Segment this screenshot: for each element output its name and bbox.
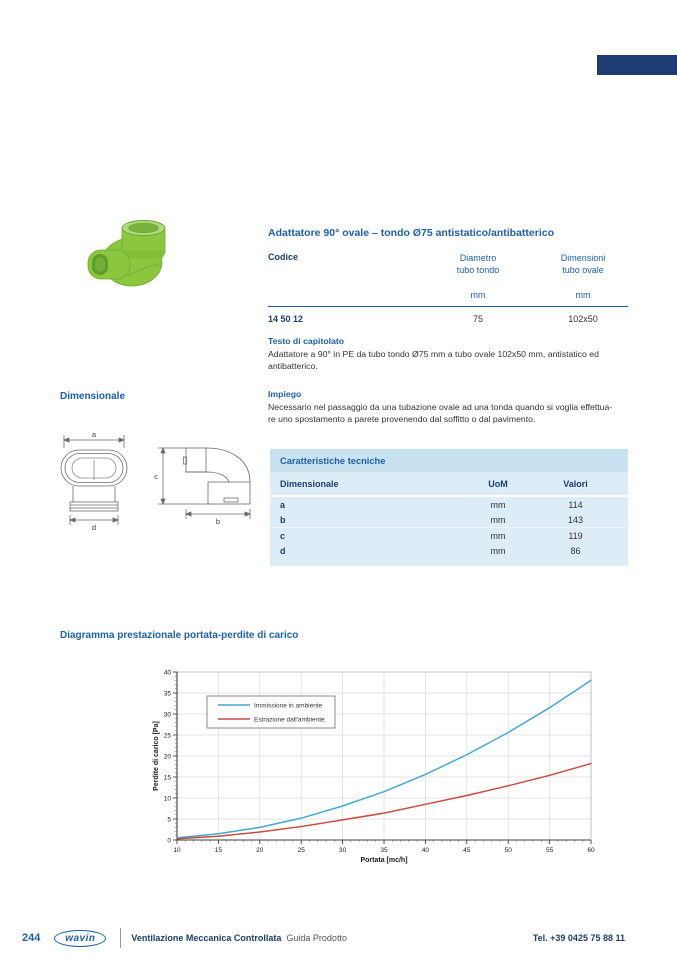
testo-body-line2: antibatterico. <box>268 361 318 371</box>
page-footer <box>0 924 677 952</box>
codes-col-diametro: Diametro tubo tondo <box>456 253 500 275</box>
testo-di-capitolato <box>268 335 640 372</box>
x-tick-label: 45 <box>463 847 471 854</box>
performance-chart <box>150 660 610 868</box>
dim-label-a: a <box>91 430 97 439</box>
product-photo <box>84 216 178 302</box>
table-row: d mm 86 <box>280 545 581 556</box>
testo-heading: Testo di capitolato <box>268 336 345 346</box>
uom-dimensioni: mm <box>575 290 591 300</box>
footer-subtitle: Guida Prodotto <box>286 933 347 943</box>
legend-label: Estrazione dall'ambiente <box>254 716 325 724</box>
y-tick-label: 5 <box>167 816 171 824</box>
x-tick-label: 20 <box>256 847 264 854</box>
testo-body-line1: Adattatore a 90° in PE da tubo tondo Ø75 mm a tubo ovale 102x50 mm, antistatico ed <box>268 349 599 359</box>
y-tick-label: 40 <box>163 669 171 677</box>
impiego-body-line1: Necessario nel passaggio da una tubazione ovale ad una tonda quando si voglia effettua- <box>268 402 613 412</box>
product-diametro: 75 <box>472 314 483 324</box>
footer-phone: Tel. +39 0425 75 88 11 <box>532 933 625 943</box>
dim-label-c: c <box>154 472 158 481</box>
x-tick-label: 25 <box>297 847 305 854</box>
product-dimensioni: 102x50 <box>568 314 598 324</box>
codes-data-row <box>268 314 628 324</box>
section-edge-tab <box>597 55 677 75</box>
x-tick-label: 50 <box>504 847 512 854</box>
uom-diametro: mm <box>470 290 486 300</box>
x-tick-label: 30 <box>338 847 347 854</box>
y-axis-label: Perdite di carico [Pa] <box>153 721 160 791</box>
product-code: 14 50 12 <box>268 314 304 324</box>
impiego-body-line2: re uno spostamento a parete provenendo dal soffitto o dal pavimento. <box>268 414 536 424</box>
y-tick-label: 35 <box>163 690 171 698</box>
y-tick-label: 15 <box>163 774 171 782</box>
chart-heading: Diagramma prestazionale portata-perdite di carico <box>60 630 299 641</box>
x-tick-label: 15 <box>214 847 223 854</box>
y-tick-label: 0 <box>167 837 171 845</box>
product-title: Adattatore 90° ovale – tondo Ø75 antistatico/antibatterico <box>268 227 555 239</box>
codes-col-dimensioni: Dimensioni tubo ovale <box>560 253 606 275</box>
dim-label-d: d <box>91 523 97 532</box>
table-row: a mm 114 <box>280 499 583 510</box>
codes-uom-row <box>268 290 628 307</box>
x-tick-label: 40 <box>421 847 430 854</box>
dimensionale-label: Dimensionale <box>60 391 126 402</box>
table-row: c mm 119 <box>270 527 628 543</box>
x-tick-label: 10 <box>173 847 181 854</box>
page-number: 244 <box>22 932 41 944</box>
impiego-heading: Impiego <box>268 389 302 399</box>
impiego <box>268 388 640 425</box>
x-tick-label: 35 <box>380 847 388 854</box>
tech-header-valori: Valori <box>563 479 588 489</box>
dim-label-b: b <box>215 517 221 526</box>
x-tick-label: 60 <box>587 847 595 854</box>
tech-specs-header <box>270 472 628 497</box>
codes-table <box>268 252 628 324</box>
tech-header-uom: UoM <box>488 479 508 489</box>
footer-title: Ventilazione Meccanica Controllata <box>131 933 282 943</box>
y-tick-label: 10 <box>163 795 171 803</box>
legend-label: Immissione in ambiente <box>254 702 323 710</box>
tech-specs-title: Caratteristiche tecniche <box>270 449 628 472</box>
y-tick-label: 25 <box>163 732 171 740</box>
wavin-logo: wavin <box>54 930 106 947</box>
dimensional-drawings <box>56 428 260 534</box>
x-tick-label: 55 <box>545 847 554 854</box>
table-row: b mm 143 <box>280 514 584 525</box>
y-tick-label: 30 <box>163 711 171 719</box>
y-tick-label: 20 <box>163 753 171 761</box>
x-axis-label: Portata [mc/h] <box>360 857 408 864</box>
tech-header-dimensionale: Dimensionale <box>280 479 339 489</box>
codes-col-codice: Codice <box>268 252 299 262</box>
footer-divider <box>120 928 121 948</box>
tech-specs-table <box>270 449 628 566</box>
codes-table-header <box>268 252 628 276</box>
